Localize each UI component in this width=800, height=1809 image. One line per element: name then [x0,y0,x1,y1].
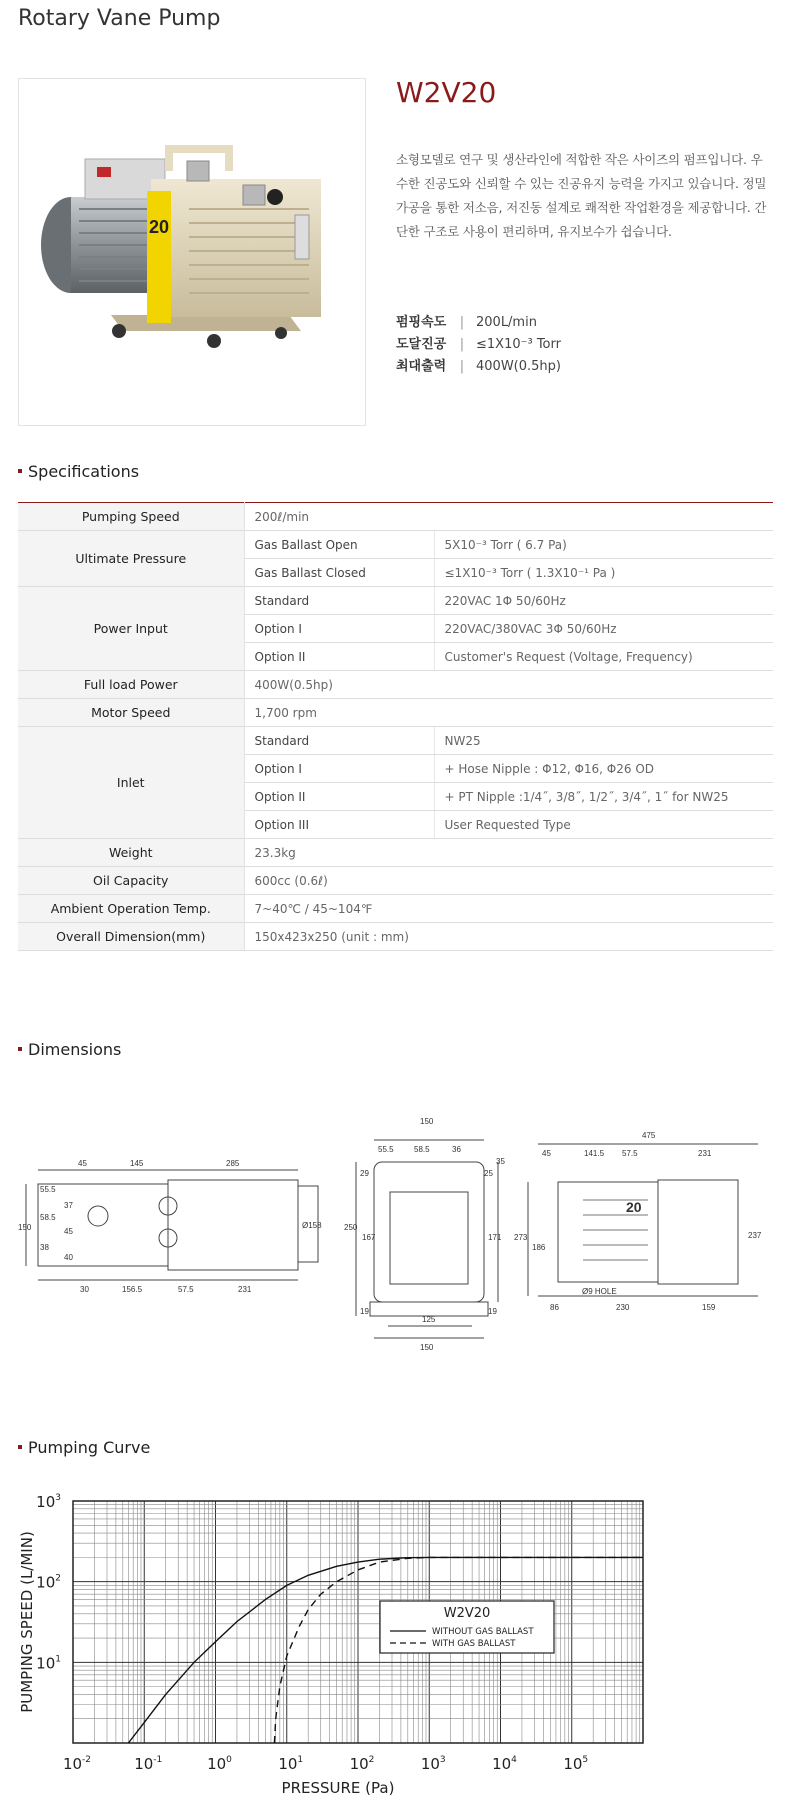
key-spec-value: ≤1X10⁻³ Torr [476,337,561,352]
key-spec-label: 펌핑속도 [396,315,447,330]
key-spec-value: 400W(0.5hp) [476,359,561,374]
spec-sub: Option II [244,643,434,671]
spec-sub: Option III [244,811,434,839]
spec-value: ≤1X10⁻³ Torr ( 1.3X10⁻¹ Pa ) [434,559,773,587]
x-tick-label: $10^3$ [420,1755,446,1773]
page-title: Rotary Vane Pump [18,6,221,31]
dim-label: 30 [80,1285,89,1294]
dim-label: Ø158 [302,1221,322,1230]
spec-value: 220VAC/380VAC 3Φ 50/60Hz [434,615,773,643]
spec-label: Motor Speed [18,699,244,727]
spec-label: Oil Capacity [18,867,244,895]
table-row [18,727,773,755]
x-tick-label: $10^2$ [349,1755,375,1773]
table-row [18,671,773,699]
body-model-number: 20 [148,217,170,237]
spec-value: 600cc (0.6ℓ) [244,867,773,895]
y-axis-title: PUMPING SPEED (L/MIN) [18,1531,36,1713]
dim-label: 19 [360,1307,369,1316]
y-tick-label: $10^1$ [36,1654,61,1673]
spec-label: Weight [18,839,244,867]
key-spec-row: 펌핑속도 | 200L/min [396,312,561,334]
dim-label: 35 [496,1157,505,1166]
dim-label: 36 [452,1145,461,1154]
table-row [18,895,773,923]
spec-value: 5X10⁻³ Torr ( 6.7 Pa) [434,531,773,559]
spec-sub: Gas Ballast Closed [244,559,434,587]
spec-value: 7~40℃ / 45~104℉ [244,895,773,923]
spec-sub: Option I [244,615,434,643]
spec-label: Ultimate Pressure [18,531,244,587]
dim-label: 167 [362,1233,376,1242]
dimensions-heading: Dimensions [18,1040,121,1059]
dim-label: 19 [488,1307,497,1316]
spec-sub: Option II [244,783,434,811]
spec-value: + PT Nipple :1/4˝, 3/8˝, 1/2˝, 3/4˝, 1˝ for NW25 [434,783,773,811]
spec-label: Overall Dimension(mm) [18,923,244,951]
dim-label: 475 [642,1131,656,1140]
dim-label: 45 [78,1159,87,1168]
spec-value: 1,700 rpm [244,699,773,727]
dim-label: 141.5 [584,1149,605,1158]
dim-label: 150 [420,1117,434,1126]
dim-label: 156.5 [122,1285,143,1294]
table-row [18,587,773,615]
legend-entry: WITH GAS BALLAST [432,1639,516,1649]
spec-value: + Hose Nipple : Φ12, Φ16, Φ26 OD [434,755,773,783]
specifications-heading: Specifications [18,462,139,481]
product-description: 소형모델로 연구 및 생산라인에 적합한 작은 사이즈의 펌프입니다. 우수한 진공도와 신뢰할 수 있는 진공유지 능력을 가지고 있습니다. 정밀가공을 통한 저소음, 저진동 설계로 쾌적한 작업환경을 제공합니다. 간단한 구조로 사용이 편리하며, 유지보수가 쉽습니다. [396,152,767,239]
spec-value: 150x423x250 (unit : mm) [244,923,773,951]
dim-label: 125 [422,1315,436,1324]
pumping-curve-heading: Pumping Curve [18,1438,150,1457]
spec-value: User Requested Type [434,811,773,839]
legend-title: W2V20 [443,1606,491,1621]
key-spec-label: 최대출력 [396,359,447,374]
product-photo [18,78,366,426]
dim-label: 150 [420,1343,434,1352]
dimension-svg [18,1100,778,1360]
key-specs [396,312,561,378]
dim-label: 57.5 [178,1285,194,1294]
key-spec-value: 200L/min [476,315,537,330]
pumping-curve-svg [10,1475,670,1805]
spec-label: Full load Power [18,671,244,699]
dim-label: 25 [484,1169,493,1178]
x-tick-label: $10^5$ [563,1755,589,1773]
dimension-drawings [18,1100,778,1360]
x-tick-label: $10^0$ [207,1755,232,1773]
x-tick-label: $10^1$ [278,1755,304,1773]
x-tick-label: $10^4$ [492,1755,517,1773]
dim-label: 186 [532,1243,546,1252]
dim-label: 55.5 [40,1185,56,1194]
spec-sub: Option I [244,755,434,783]
table-row [18,923,773,951]
spec-sub: Standard [244,727,434,755]
spec-label: Power Input [18,587,244,671]
dim-label: 58.5 [414,1145,430,1154]
dim-label: 45 [542,1149,551,1158]
spec-table [18,502,773,951]
x-tick-label: $10^{-2}$ [62,1755,92,1773]
dim-label: 159 [702,1303,716,1312]
spec-value: 220VAC 1Φ 50/60Hz [434,587,773,615]
spec-value: NW25 [434,727,773,755]
dim-view-model-number: 20 [626,1199,642,1215]
spec-value: 200ℓ/min [244,503,773,531]
dim-label: 231 [238,1285,252,1294]
key-spec-row: 도달진공 | ≤1X10⁻³ Torr [396,334,561,356]
dim-label: 231 [698,1149,712,1158]
dim-label: 285 [226,1159,240,1168]
dim-label: 273 [514,1233,528,1242]
spec-value: 400W(0.5hp) [244,671,773,699]
spec-sub: Standard [244,587,434,615]
dim-label: 230 [616,1303,630,1312]
table-row [18,839,773,867]
table-row [18,503,773,531]
dim-label: 37 [64,1201,73,1210]
dim-label: 40 [64,1253,73,1262]
key-spec-label: 도달진공 [396,337,447,352]
spec-label: Pumping Speed [18,503,244,531]
dim-label: 55.5 [378,1145,394,1154]
spec-value: 23.3kg [244,839,773,867]
table-row [18,531,773,559]
table-row [18,867,773,895]
dim-label: 250 [344,1223,358,1232]
dim-label: 29 [360,1169,369,1178]
dim-label: 58.5 [40,1213,56,1222]
spec-value: Customer's Request (Voltage, Frequency) [434,643,773,671]
dim-label: 237 [748,1231,762,1240]
dim-label: 150 [18,1223,32,1232]
dim-label: 38 [40,1243,49,1252]
dim-label: 145 [130,1159,144,1168]
spec-label: Inlet [18,727,244,839]
x-axis-title: PRESSURE (Pa) [281,1779,395,1797]
key-spec-row: 최대출력 | 400W(0.5hp) [396,356,561,378]
dim-label: 45 [64,1227,73,1236]
spec-sub: Gas Ballast Open [244,531,434,559]
dim-label: 171 [488,1233,502,1242]
y-tick-label: $10^2$ [36,1573,61,1592]
table-row [18,699,773,727]
pump-illustration [19,79,365,425]
pumping-curve-chart [10,1475,670,1805]
dim-label: Ø9 HOLE [582,1287,617,1296]
dim-label: 57.5 [622,1149,638,1158]
x-tick-label: $10^{-1}$ [134,1755,163,1773]
legend-entry: WITHOUT GAS BALLAST [432,1627,534,1637]
y-tick-label: $10^3$ [36,1493,61,1511]
dim-label: 86 [550,1303,559,1312]
spec-label: Ambient Operation Temp. [18,895,244,923]
model-name: W2V20 [396,76,497,109]
